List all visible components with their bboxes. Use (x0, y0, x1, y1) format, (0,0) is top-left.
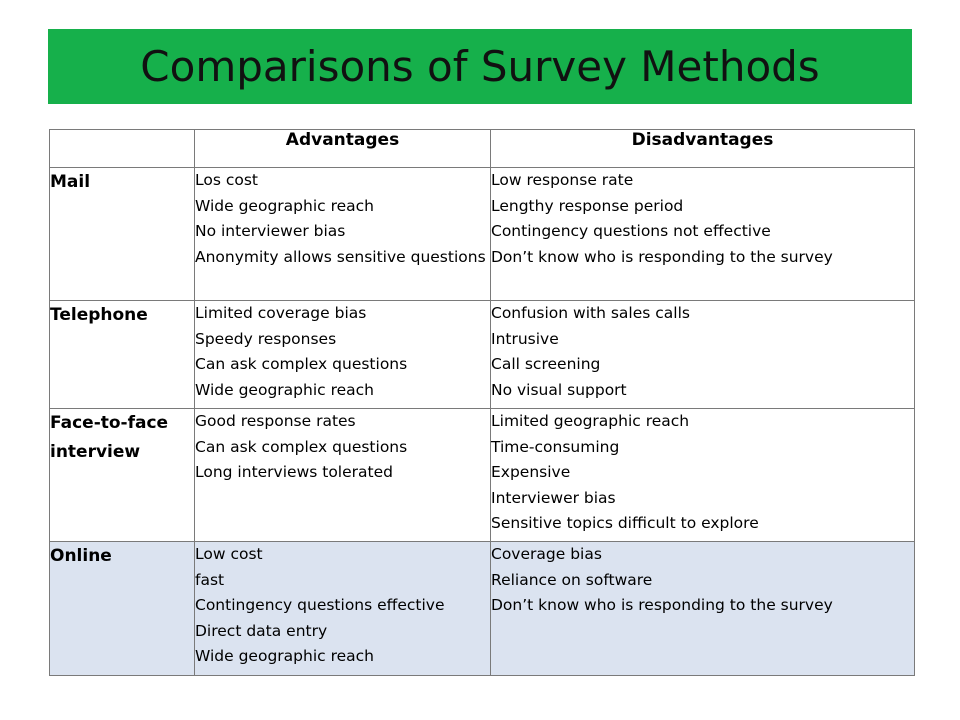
list-item: Contingency questions effective (195, 596, 445, 614)
list-item: Direct data entry (195, 621, 328, 640)
disadvantages-cell (491, 301, 915, 409)
list-item: Coverage bias (491, 545, 602, 563)
comparison-table (49, 129, 915, 676)
list-item: Wide geographic reach (195, 380, 374, 399)
table-row (50, 301, 915, 409)
list-item: Limited coverage bias (195, 304, 367, 322)
method-telephone: Telephone (50, 301, 195, 409)
list-item: Time-consuming (491, 437, 620, 456)
method-online: Online (50, 542, 195, 676)
method-face-to-face: Face-to-face interview (50, 409, 195, 542)
header-advantages: Advantages (195, 130, 491, 168)
list-item: Good response rates (195, 412, 356, 430)
table-row-highlighted (50, 542, 915, 676)
list-item: Can ask complex questions (195, 437, 408, 456)
table-row (50, 409, 915, 542)
list-item: Confusion with sales calls (491, 304, 690, 322)
table-header-row (50, 130, 915, 168)
list-item: Limited geographic reach (491, 412, 690, 430)
list-item: No visual support (491, 380, 627, 399)
method-mail: Mail (50, 168, 195, 301)
list-item: fast (195, 570, 225, 589)
list-item: Anonymity allows sensitive questions (195, 247, 486, 266)
title-banner (48, 29, 912, 104)
list-item: Low response rate (491, 171, 634, 189)
advantages-cell (195, 168, 491, 301)
disadvantages-cell (491, 168, 915, 301)
disadvantages-cell (491, 409, 915, 542)
list-item: Long interviews tolerated (195, 463, 393, 481)
list-item: Sensitive topics difficult to explore (491, 514, 759, 532)
list-item: Don’t know who is responding to the survey (491, 596, 833, 614)
list-item: No interviewer bias (195, 222, 346, 240)
list-item: Wide geographic reach (195, 647, 374, 665)
list-item: Call screening (491, 355, 601, 373)
advantages-cell (195, 409, 491, 542)
disadvantages-cell (491, 542, 915, 676)
list-item: Wide geographic reach (195, 196, 374, 215)
list-item: Los cost (195, 171, 259, 189)
page-title: Comparisons of Survey Methods (140, 42, 820, 91)
header-method (50, 130, 195, 168)
list-item: Lengthy response period (491, 196, 684, 215)
list-item: Can ask complex questions (195, 355, 408, 373)
list-item: Intrusive (491, 329, 559, 348)
list-item: Contingency questions not effective (491, 222, 771, 240)
header-disadvantages: Disadvantages (491, 130, 915, 168)
advantages-cell (195, 301, 491, 409)
table-row (50, 168, 915, 301)
list-item: Speedy responses (195, 329, 337, 348)
list-item: Interviewer bias (491, 488, 616, 507)
list-item: Don’t know who is responding to the survey (491, 247, 833, 266)
advantages-cell (195, 542, 491, 676)
list-item: Reliance on software (491, 570, 653, 589)
list-item: Expensive (491, 463, 571, 481)
list-item: Low cost (195, 545, 263, 563)
